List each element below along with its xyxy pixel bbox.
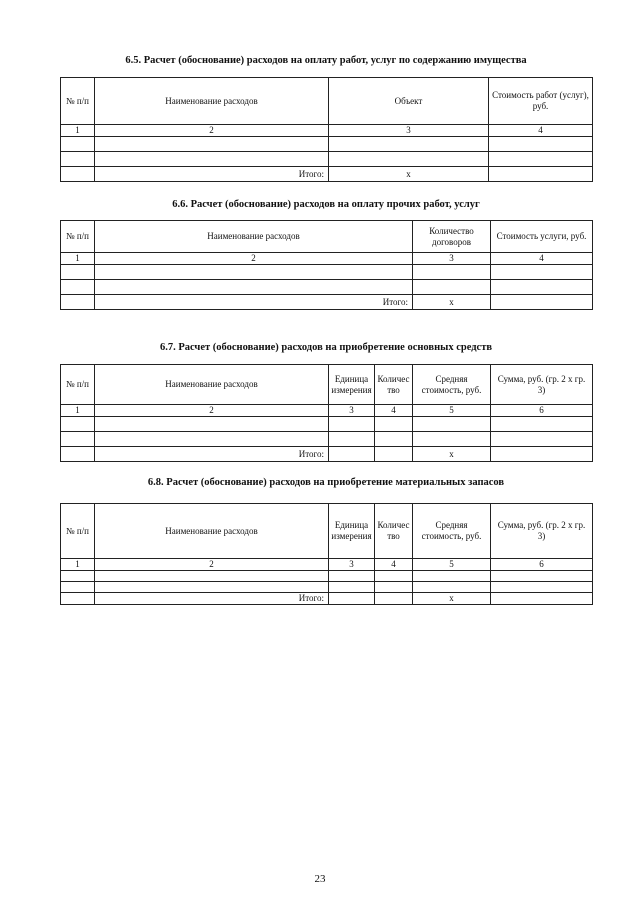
col-num-2: 2	[95, 253, 413, 265]
header-cost: Стоимость работ (услуг), руб.	[489, 78, 593, 125]
total-x: x	[413, 447, 491, 462]
col-num-4: 4	[375, 559, 413, 571]
table-header-row	[61, 365, 593, 405]
col-num-1: 1	[61, 559, 95, 571]
header-unit: Единица измерения	[329, 365, 375, 405]
column-number-row	[61, 559, 593, 571]
col-num-4: 4	[375, 405, 413, 417]
table-6-5	[60, 77, 593, 182]
header-num: № п/п	[61, 78, 95, 125]
total-row	[61, 447, 593, 462]
col-num-1: 1	[61, 253, 95, 265]
total-label: Итого:	[95, 295, 413, 310]
header-quantity: Количество	[375, 504, 413, 559]
section-6-7-title: 6.7. Расчет (обоснование) расходов на приобретение основных средств	[159, 342, 493, 353]
header-sum: Сумма, руб. (гр. 2 х гр. 3)	[491, 504, 593, 559]
table-row	[61, 280, 593, 295]
header-object: Объект	[329, 78, 489, 125]
header-num: № п/п	[61, 221, 95, 253]
header-expense-name: Наименование расходов	[95, 504, 329, 559]
column-number-row	[61, 125, 593, 137]
col-num-1: 1	[61, 125, 95, 137]
table-header-row	[61, 78, 593, 125]
table-header-row	[61, 221, 593, 253]
header-quantity: Количество	[375, 365, 413, 405]
col-num-2: 2	[95, 125, 329, 137]
col-num-5: 5	[413, 559, 491, 571]
header-expense-name: Наименование расходов	[95, 365, 329, 405]
col-num-1: 1	[61, 405, 95, 417]
header-expense-name: Наименование расходов	[95, 221, 413, 253]
header-avg-cost: Средняя стоимость, руб.	[413, 504, 491, 559]
table-row	[61, 152, 593, 167]
total-x: x	[413, 295, 491, 310]
total-label: Итого:	[95, 447, 329, 462]
col-num-3: 3	[329, 125, 489, 137]
table-row	[61, 432, 593, 447]
page-number: 23	[314, 873, 326, 885]
col-num-3: 3	[329, 405, 375, 417]
table-6-6	[60, 220, 593, 310]
header-unit: Единица измерения	[329, 504, 375, 559]
total-row	[61, 167, 593, 182]
table-6-7	[60, 364, 593, 462]
col-num-2: 2	[95, 405, 329, 417]
header-num: № п/п	[61, 504, 95, 559]
total-row	[61, 593, 593, 605]
column-number-row	[61, 253, 593, 265]
table-row	[61, 571, 593, 582]
header-num: № п/п	[61, 365, 95, 405]
total-x: x	[413, 593, 491, 605]
header-service-cost: Стоимость услуги, руб.	[491, 221, 593, 253]
section-6-8-title: 6.8. Расчет (обоснование) расходов на приобретение материальных запасов	[147, 477, 505, 488]
table-6-8	[60, 503, 593, 605]
col-num-4: 4	[489, 125, 593, 137]
table-header-row	[61, 504, 593, 559]
col-num-4: 4	[491, 253, 593, 265]
col-num-3: 3	[329, 559, 375, 571]
column-number-row	[61, 405, 593, 417]
total-label: Итого:	[95, 593, 329, 605]
header-contract-count: Количество договоров	[413, 221, 491, 253]
table-row	[61, 265, 593, 280]
col-num-6: 6	[491, 559, 593, 571]
table-row	[61, 582, 593, 593]
header-expense-name: Наименование расходов	[95, 78, 329, 125]
section-6-5-title: 6.5. Расчет (обоснование) расходов на оплату работ, услуг по содержанию имущества	[125, 55, 527, 66]
total-x: x	[329, 167, 489, 182]
total-row	[61, 295, 593, 310]
col-num-2: 2	[95, 559, 329, 571]
table-row	[61, 137, 593, 152]
total-label: Итого:	[95, 167, 329, 182]
table-row	[61, 417, 593, 432]
section-6-6-title: 6.6. Расчет (обоснование) расходов на оплату прочих работ, услуг	[172, 199, 480, 210]
col-num-6: 6	[491, 405, 593, 417]
header-sum: Сумма, руб. (гр. 2 х гр. 3)	[491, 365, 593, 405]
col-num-5: 5	[413, 405, 491, 417]
header-avg-cost: Средняя стоимость, руб.	[413, 365, 491, 405]
col-num-3: 3	[413, 253, 491, 265]
